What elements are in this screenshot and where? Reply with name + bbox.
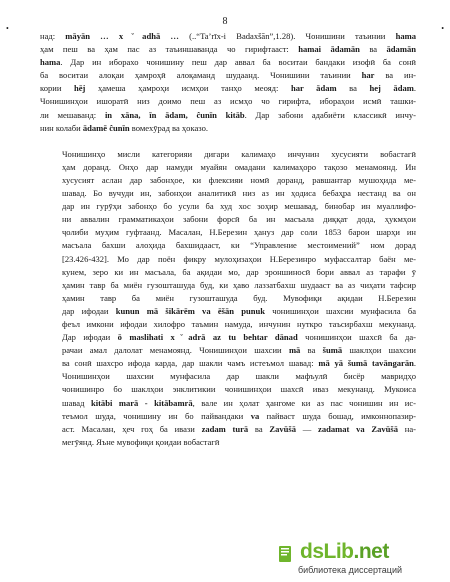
bold-term: har (361, 70, 375, 81)
text-line (40, 56, 416, 69)
text-run: , вале ин ҳолат ҳангоме ки аз пас чонишин ин ис- (192, 397, 417, 408)
text-run: ҳам доранд. Онҳо дар намуди муайян омадани калимаҳоро тақозо менамоянд. Ин (62, 161, 416, 172)
bold-term: ādamān (386, 44, 416, 55)
text-run: ва (300, 345, 323, 356)
text-line (40, 109, 416, 122)
text-line (40, 174, 416, 187)
text-run: нин колаби (40, 122, 83, 133)
watermark-logo-suffix: .net (353, 540, 389, 563)
text-line (40, 357, 416, 370)
text-run: [23.426-432]. Мо дар поён фикру мулоҳизаҳои Н.Березинро муфассалтар баён ме- (62, 253, 416, 264)
document-body (40, 30, 416, 449)
text-run: — (296, 423, 319, 434)
text-run: ба воситаи алоқаи ҳамроҳӣ алоқаманд шудаанд. Чонишини таъинии (40, 70, 362, 81)
text-line (40, 253, 416, 266)
text-run: шавад (62, 397, 91, 408)
text-run: ва сонӣ шахсро ифода карда, дар шакли чамъ истеъмол шавад: (62, 358, 319, 369)
text-run: ҳамин тавр ба миён гузошташуда буд, ки ҳаво лаззатбахш шудааст ва аз чиҳати тафсир (62, 279, 416, 290)
text-line (40, 410, 416, 423)
text-run: дар ифодаи (62, 305, 116, 316)
bold-term: māyān … xˇadhā … (65, 31, 179, 41)
text-line (40, 82, 416, 95)
text-line (40, 383, 416, 396)
text-line (40, 122, 416, 135)
text-run: чонишинҳои шахсӣ ба да- (297, 332, 416, 343)
bold-term: hēj (73, 83, 86, 94)
text-line (40, 370, 416, 383)
text-run: рачаи амал далолат менамоянд. Чонишинҳои шахсии (62, 345, 289, 356)
text-run: над: (40, 31, 66, 41)
text-line (40, 226, 416, 239)
paragraph-1 (40, 30, 416, 135)
text-run: ҳамеша ҳамроҳи исмҳои танҳо меояд: (85, 83, 291, 94)
text-run: теъмол шуда, чонишину ин бо пайвандаки (62, 410, 251, 421)
bold-term: hamai ādamān (298, 44, 360, 55)
text-run: ва (359, 44, 387, 55)
bold-term: kitābi marā - kitābamrā (90, 397, 193, 408)
text-run: ҷолиби муҳим гуфтаанд. Масалан, Н.Березин ҳануз дар соли 1853 барои шарҳи ин (62, 227, 416, 238)
text-run: кунем, зеро ки ин масъала, ба ақидаи мо, дар эроншиносӣ бори аввал аз тарафи ӯ (62, 266, 416, 277)
text-line (40, 213, 416, 226)
text-line (40, 69, 416, 82)
text-run: . (413, 358, 416, 369)
text-run: чонишинҳои шахсии мунфасила ба (264, 305, 416, 316)
text-run: чонишинро бо шаклҳои энклитикии чонишинҳои шахсӣ иваз мекунанд. Мукоиса (62, 384, 416, 395)
text-run: . (413, 83, 416, 94)
text-line (40, 30, 416, 43)
text-line (40, 292, 416, 305)
text-run: масъала бахши алоҳида бахшидааст, ки “Управление местоимений” ном дорад (62, 240, 416, 251)
text-run: пайваст шуда бошад, имконнопазир- (259, 410, 416, 421)
text-run: кории (40, 83, 74, 94)
text-run: Дар ифодаи (62, 332, 118, 343)
bold-term: zadamat va Zavūšā (318, 423, 398, 434)
text-line (40, 200, 416, 213)
corner-mark-left: • (6, 24, 9, 33)
text-run: дар ин гурӯҳи забонҳо бо усули ба худ хос зоҳир мешавад, бинобар ин муаллифо- (62, 201, 416, 212)
text-line (40, 331, 416, 344)
text-line (40, 436, 416, 449)
text-run: ҳамин тавр ба миён гузошташуда буд. Мувофиқи ақидаи Н.Березин (62, 292, 416, 303)
text-run: на- (398, 423, 416, 434)
text-run: ва (248, 423, 270, 434)
text-line (40, 187, 416, 200)
book-icon (278, 544, 294, 564)
bold-term: zadam turā (201, 423, 249, 434)
text-run: Чонишинҳои шахсии мунфасила дар шакли мафъулӣ бисёр мавридҳо (62, 371, 416, 382)
bold-term: va (250, 410, 260, 421)
text-line (40, 279, 416, 292)
dslib-watermark[interactable] (292, 540, 442, 576)
text-line (40, 318, 416, 331)
bold-term: ō maslihati xˇadrā az tu behtar dānad (117, 332, 298, 343)
text-run: аст. Масалан, ҳеч гоҳ ба ивази (62, 423, 202, 434)
text-run: (..“Ta’rīx-i Badaxšān”,1.28). Чонишини таъинии (178, 31, 396, 41)
text-run: ни аввалин грамматикаҳои забони форсӣ ба ин масъала диққат дода, ҳукмҳои (62, 214, 416, 225)
bold-term: hama (395, 31, 416, 41)
text-run: Чонишинҳои ишоратӣ низ доимо пеш аз исмҳо чо гирифта, ибораҳои исмӣ ташки- (40, 96, 416, 107)
text-line (40, 344, 416, 357)
text-line (40, 239, 416, 252)
watermark-logo (300, 540, 389, 564)
bold-term: har ādam (290, 83, 337, 94)
text-run: шавад. Бо вучуди ин, забонҳои аналитикӣ низ аз ин ҳодиса бебаҳра нестанд ва он (62, 188, 416, 199)
text-run: Чонишинҳо мисли категорияи дигари калимаҳо инчунин хусусияти вобастагӣ (62, 148, 416, 159)
text-line (40, 148, 416, 161)
bold-term: ādamē ĉunīn (82, 122, 130, 133)
text-line (40, 397, 416, 410)
watermark-logo-main: dsLib (300, 540, 354, 563)
bold-term: šumā (322, 345, 343, 356)
bold-term: mā yā šumā tavāngarān (318, 358, 414, 369)
paragraph-2 (40, 148, 416, 449)
text-run: ли мешаванд: (40, 109, 105, 120)
text-run: ва (336, 83, 370, 94)
text-run: феъл имкони ифодаи хилофро таъмин намуда, инчунин нуткро таъсирбахш мекунанд. (62, 318, 416, 329)
text-run: шаклҳои шахсии (342, 345, 417, 356)
text-line (40, 95, 416, 108)
text-line (40, 266, 416, 279)
text-run: ҳам пеш ва ҳам пас аз таъиншаванда чо гирифтааст: (40, 44, 299, 55)
text-line (40, 161, 416, 174)
bold-term: hama (40, 57, 61, 68)
text-run: ва ин- (374, 70, 417, 81)
text-run: . Дар ин иборахо чонишину пеш дар аввал ба воситаи бандаки изофӣ ба сонӣ (60, 57, 416, 68)
bold-term: kunun mā šikārēm va ēšān punuk (115, 305, 265, 316)
text-line (40, 43, 416, 56)
text-line (40, 305, 416, 318)
text-run: мегӯянд. Яъне мувофиқи қоидаи вобастагӣ (62, 436, 220, 447)
bold-term: hej ādam (369, 83, 414, 94)
text-run: вомехӯрад ва ҳоказо. (129, 122, 209, 133)
bold-term: mā (288, 345, 301, 356)
bold-term: in xāna, īn ādam, ĉunīn kitāb (104, 109, 245, 120)
watermark-tagline: библиотека диссертаций (298, 565, 403, 575)
corner-mark-right: • (441, 24, 444, 33)
text-line (40, 423, 416, 436)
bold-term: Zavūšā (269, 423, 296, 434)
page-number: 8 (222, 16, 228, 27)
text-run: хусусият аслан дар забонҳое, ки флексияи номӣ доранд, равшантар мушоҳида ме- (62, 174, 416, 185)
text-run: . Дар забони адабиёти классикӣ инчу- (244, 109, 416, 120)
